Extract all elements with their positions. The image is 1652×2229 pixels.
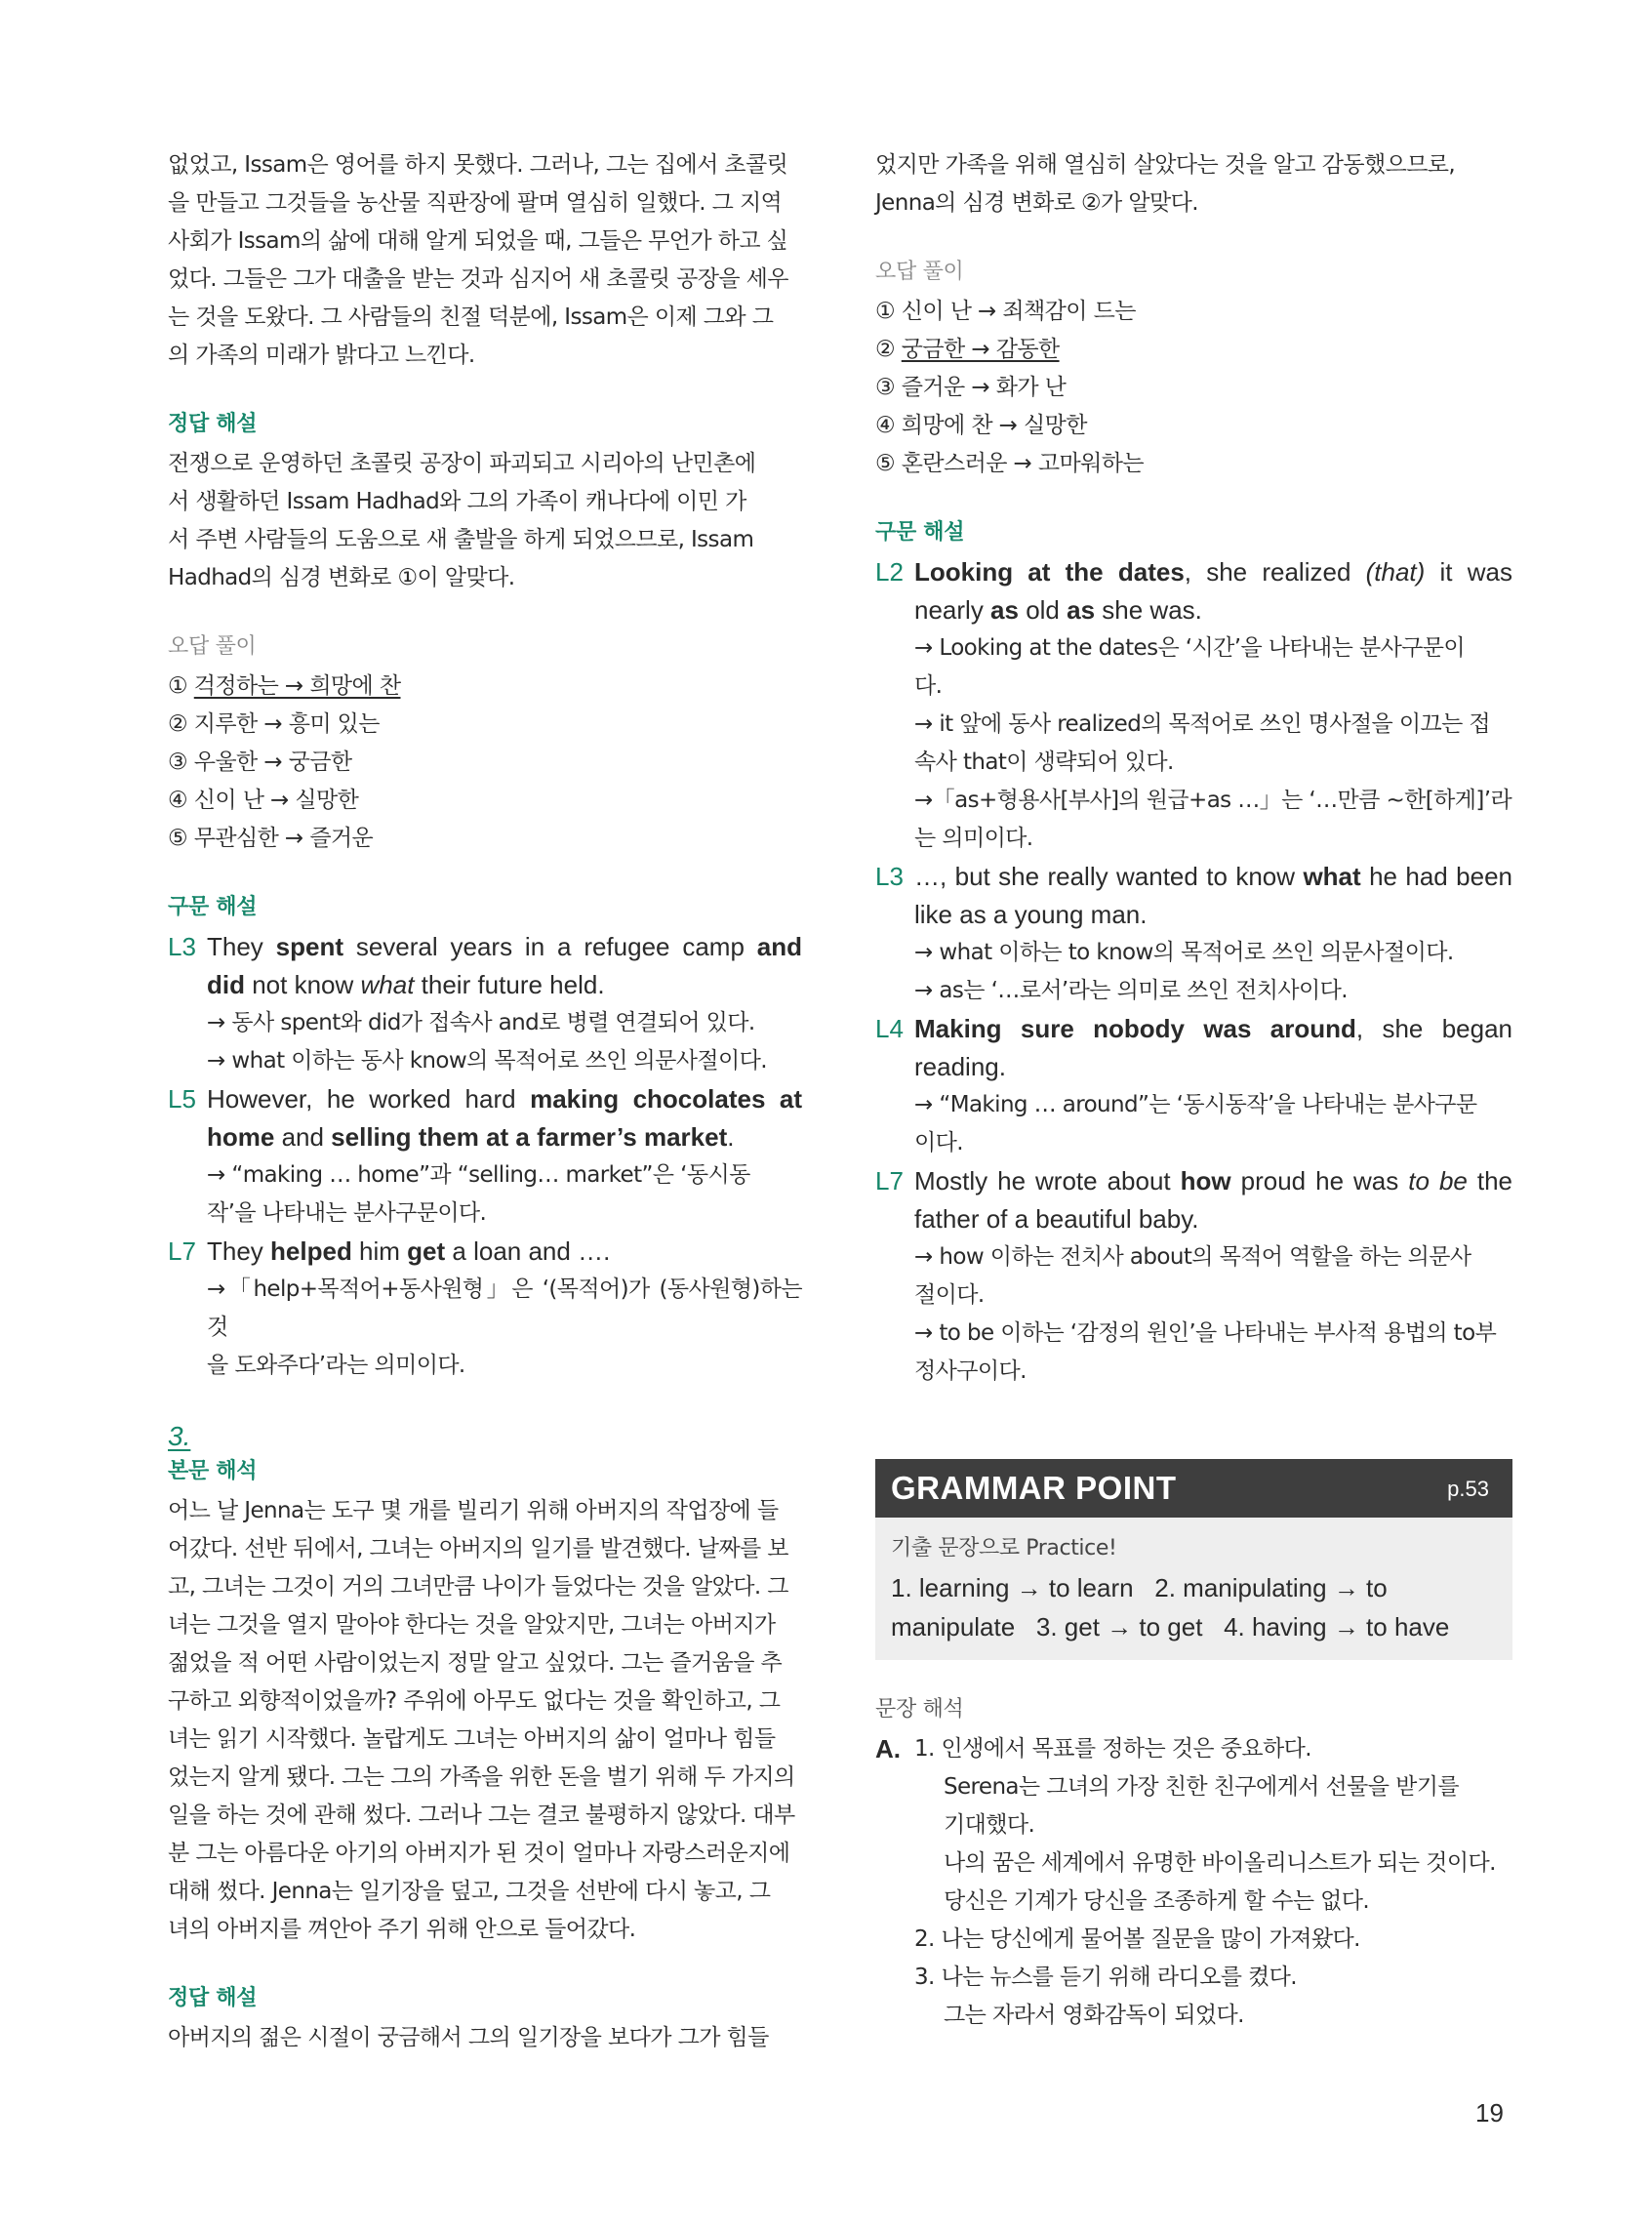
list-item: ① 걱정하는 → 희망에 찬 [168, 673, 401, 699]
explanation-line: 속사 that이 생략되어 있다. [914, 750, 1174, 775]
explanation-line: → what 이하는 동사 know의 목적어로 쓰인 의문사절이다. [207, 1048, 767, 1074]
syntax-item-l4 [875, 1010, 1512, 1162]
list-item: ④ 신이 난 → 실망한 [168, 788, 359, 813]
sentence-translation-list [875, 1730, 1512, 2035]
explanation-line: → Looking at the dates은 ‘시간’을 나타내는 분사구문이 [914, 635, 1466, 661]
explanation-line: → “making … home”과 “selling… market”은 ‘동시동 [207, 1162, 750, 1188]
line-label: L7 [875, 1166, 904, 1196]
english-sentence: They helped him get a loan and …. [207, 1236, 611, 1266]
grammar-point-answer-line: 1. learning → to learn 2. manipulating → to [891, 1573, 1388, 1602]
text-line: 녀는 그것을 열지 말아야 한다는 것을 알았지만, 그녀는 아버지가 [168, 1612, 776, 1638]
line-label: L7 [168, 1236, 196, 1266]
explanation-line: → “Making … around”는 ‘동시동작’을 나타내는 분사구문 [914, 1092, 1477, 1117]
explanation-line: 절이다. [914, 1282, 985, 1308]
list-item: ④ 희망에 찬 → 실망한 [875, 413, 1087, 438]
explanation-line: 정사구이다. [914, 1358, 1027, 1384]
text-line: 없었고, Issam은 영어를 하지 못했다. 그러나, 그는 집에서 초콜릿 [168, 152, 788, 178]
answer-heading-2: 정답 해설 [168, 1986, 258, 2010]
english-sentence: Mostly he wrote about how proud he was to be the father of a beautiful baby. [914, 1166, 1512, 1234]
list-item: ③ 우울한 → 궁금한 [168, 750, 352, 775]
text-line: Hadhad의 심경 변화로 ①이 알맞다. [168, 565, 515, 590]
explanation-line: 작’을 나타내는 분사구문이다. [207, 1200, 487, 1226]
text-line: 었는지 알게 됐다. 그는 그의 가족을 위한 돈을 벌기 위해 두 가지의 [168, 1764, 795, 1790]
syntax-heading: 구문 해설 [168, 895, 258, 919]
grammar-point-subtitle: 기출 문장으로 Practice! [891, 1536, 1117, 1560]
text-line: 사회가 Issam의 삶에 대해 알게 되었을 때, 그들은 무언가 하고 싶 [168, 228, 788, 254]
list-item: ② 지루한 → 흥미 있는 [168, 711, 380, 737]
line-label: L2 [875, 557, 904, 587]
sentence-line: 당신은 기계가 당신을 조종하게 할 수는 없다. [944, 1888, 1370, 1914]
text-line: 고, 그녀는 그것이 거의 그녀만큼 나이가 들었다는 것을 알았다. 그 [168, 1574, 788, 1600]
sentence-line: 2. 나는 당신에게 물어볼 질문을 많이 가져왔다. [914, 1926, 1360, 1952]
intro-paragraph [168, 146, 802, 375]
syntax-item-l5 [168, 1080, 802, 1233]
text-line: 는 것을 도왔다. 그 사람들의 친절 덕분에, Issam은 이제 그와 그 [168, 304, 774, 330]
line-label: L5 [168, 1084, 196, 1114]
syntax-item-l7 [875, 1162, 1512, 1391]
grammar-point-answer-line: manipulate 3. get → to get 4. having → to have [891, 1612, 1450, 1641]
wrong-answer-list [168, 668, 802, 858]
text-line: Jenna의 심경 변화로 ②가 알맞다. [875, 190, 1198, 216]
text-line: 젊었을 적 어떤 사람이었는지 정말 알고 싶었다. 그는 즐거움을 추 [168, 1650, 783, 1676]
explanation-line: 이다. [914, 1130, 963, 1155]
wrong-answer-list [875, 293, 1512, 483]
grammar-point-title: GRAMMAR POINT [891, 1470, 1177, 1506]
sentence-translation-heading: 문장 해석 [875, 1697, 964, 1722]
syntax-item-l7 [168, 1233, 802, 1385]
grammar-point-page-ref: p.53 [1447, 1477, 1489, 1501]
syntax-item-l3 [875, 858, 1512, 1010]
explanation-line: 는 의미이다. [914, 826, 1033, 851]
text-line: 녀의 아버지를 껴안아 주기 위해 안으로 들어갔다. [168, 1917, 636, 1942]
english-sentence: Looking at the dates, she realized (that) it was nearly as old as she was. [914, 557, 1512, 625]
line-label: L3 [168, 932, 196, 961]
answer-heading: 정답 해설 [168, 412, 258, 436]
text-line: 아버지의 젊은 시절이 궁금해서 그의 일기장을 보다가 그가 힘들 [168, 2025, 769, 2050]
text-line: 서 생활하던 Issam Hadhad와 그의 가족이 캐나다에 이민 가 [168, 489, 746, 514]
text-line: 구하고 외향적이었을까? 주위에 아무도 없다는 것을 확인하고, 그 [168, 1688, 781, 1714]
explanation-line: → to be 이하는 ‘감정의 원인’을 나타내는 부사적 용법의 to부 [914, 1320, 1497, 1346]
grammar-point-box [875, 1459, 1512, 1660]
text-line: 분 그는 아름다운 아기의 아버지가 된 것이 얼마나 자랑스러운지에 [168, 1841, 790, 1866]
explanation-line: → it 앞에 동사 realized의 목적어로 쓰인 명사절을 이끄는 접 [914, 711, 1491, 737]
explanation-line: → 동사 spent와 did가 접속사 and로 병렬 연결되어 있다. [207, 1010, 755, 1035]
translation-paragraph [168, 1492, 802, 1949]
text-line: 의 가족의 미래가 밝다고 느낀다. [168, 343, 475, 368]
english-sentence: They spent several years in a refugee camp and did not know what their future held. [207, 932, 802, 999]
text-line: 서 주변 사람들의 도움으로 새 출발을 하게 되었으므로, Issam [168, 527, 754, 552]
text-line: 어갔다. 선반 뒤에서, 그녀는 아버지의 일기를 발견했다. 날짜를 보 [168, 1536, 788, 1561]
sentence-line: 기대했다. [944, 1812, 1035, 1838]
left-column [168, 146, 802, 2057]
explanation-line: 다. [914, 673, 943, 699]
text-line: 었다. 그들은 그가 대출을 받는 것과 심지어 새 초콜릿 공장을 세우 [168, 266, 788, 292]
list-item: ② 궁금한 → 감동한 [875, 337, 1060, 362]
english-sentence: However, he worked hard making chocolates at home and selling them at a farmer’s market. [207, 1084, 803, 1152]
text-line: 대해 썼다. Jenna는 일기장을 덮고, 그것을 선반에 다시 놓고, 그 [168, 1879, 771, 1904]
explanation-line: → what 이하는 to know의 목적어로 쓰인 의문사절이다. [914, 940, 1454, 965]
text-line: 었지만 가족을 위해 열심히 살았다는 것을 알고 감동했으므로, [875, 152, 1456, 178]
right-column [875, 146, 1512, 2035]
sentence-line: Serena는 그녀의 가장 친한 친구에게서 선물을 받기를 [944, 1774, 1459, 1800]
explanation-line: →「as+형용사[부사]의 원급+as …」는 ‘…만큼 ~한[하게]’라 [914, 788, 1512, 813]
list-item: ① 신이 난 → 죄책감이 드는 [875, 299, 1136, 324]
group-label: A. [875, 1734, 901, 1763]
english-sentence: …, but she really wanted to know what he had been like as a young man. [914, 862, 1513, 929]
syntax-item-l3 [168, 928, 802, 1080]
section-number: 3. [168, 1421, 191, 1451]
text-line: 일을 하는 것에 관해 썼다. 그러나 그는 결코 불평하지 않았다. 대부 [168, 1803, 795, 1828]
syntax-item-l2 [875, 553, 1512, 858]
text-line: 전쟁으로 운영하던 초콜릿 공장이 파괴되고 시리아의 난민촌에 [168, 451, 756, 476]
sentence-line: 그는 자라서 영화감독이 되었다. [944, 2003, 1244, 2028]
wrong-answer-heading: 오답 풀이 [168, 634, 257, 659]
text-line: 녀는 읽기 시작했다. 놀랍게도 그녀는 아버지의 삶이 얼마나 힘들 [168, 1726, 776, 1752]
sentence-line: 1. 인생에서 목표를 정하는 것은 중요하다. [914, 1736, 1311, 1762]
grammar-point-header [875, 1459, 1512, 1518]
line-label: L3 [875, 862, 904, 891]
grammar-point-body [875, 1518, 1512, 1660]
wrong-answer-heading: 오답 풀이 [875, 260, 964, 284]
sentence-line: 3. 나는 뉴스를 듣기 위해 라디오를 켰다. [914, 1965, 1297, 1990]
line-label: L4 [875, 1014, 904, 1043]
translation-heading: 본문 해석 [168, 1459, 258, 1483]
explanation-line: 을 도와주다’라는 의미이다. [207, 1353, 465, 1378]
page-number: 19 [1475, 2098, 1504, 2128]
explanation-line: → as는 ‘…로서’라는 의미로 쓰인 전치사이다. [914, 978, 1348, 1003]
english-sentence: Making sure nobody was around, she began reading. [914, 1014, 1512, 1081]
list-item: ③ 즐거운 → 화가 난 [875, 375, 1067, 400]
text-line: 을 만들고 그것들을 농산물 직판장에 팔며 열심히 일했다. 그 지역 [168, 190, 783, 216]
explanation-line: → how 이하는 전치사 about의 목적어 역할을 하는 의문사 [914, 1244, 1471, 1270]
sentence-group-a [875, 1730, 1512, 2035]
intro-paragraph [875, 146, 1512, 223]
text-line: 어느 날 Jenna는 도구 몇 개를 빌리기 위해 아버지의 작업장에 들 [168, 1498, 779, 1523]
list-item: ⑤ 무관심한 → 즐거운 [168, 826, 374, 851]
syntax-list [875, 553, 1512, 1391]
syntax-list [168, 928, 802, 1385]
answer-paragraph [168, 445, 802, 597]
list-item: ⑤ 혼란스러운 → 고마워하는 [875, 451, 1145, 476]
syntax-heading: 구문 해설 [875, 520, 965, 545]
explanation-line: →「help+목적어+동사원형」은 ‘(목적어)가 (동사원형)하는 것 [207, 1277, 802, 1340]
sentence-line: 나의 꿈은 세계에서 유명한 바이올리니스트가 되는 것이다. [944, 1850, 1496, 1876]
